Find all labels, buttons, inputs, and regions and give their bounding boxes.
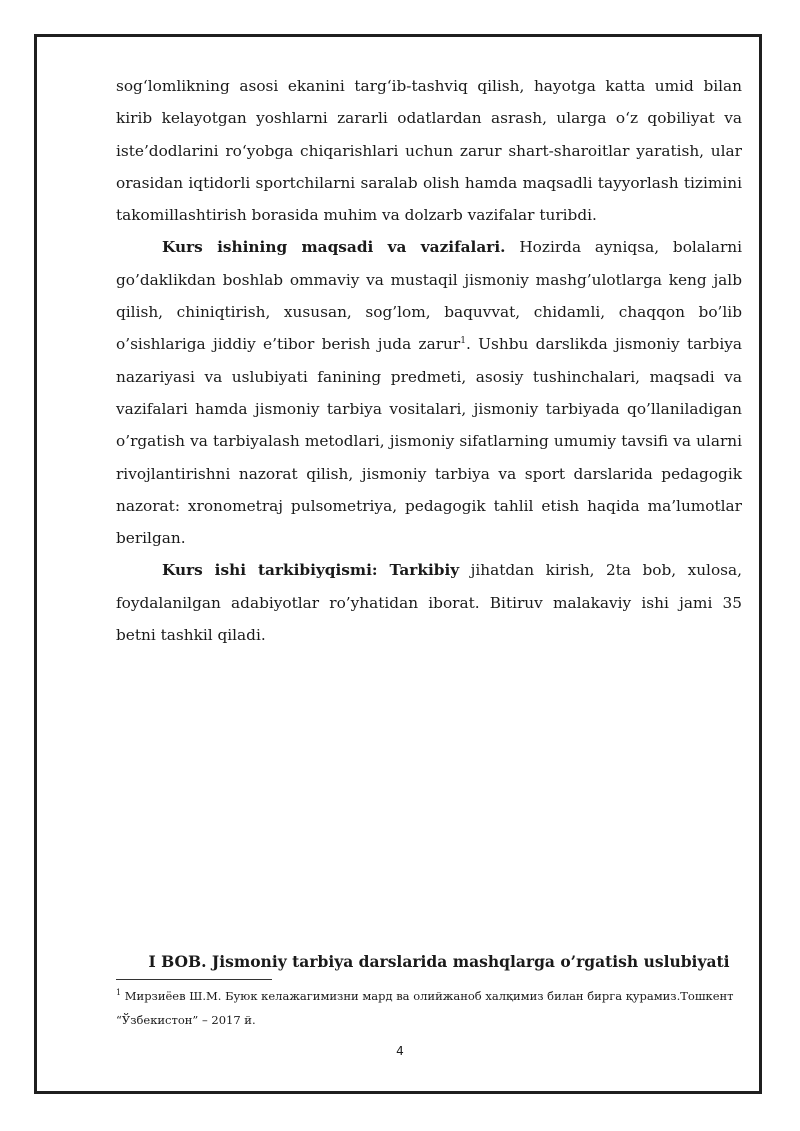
body-text [116, 70, 742, 651]
footnote-reference[interactable]: 1 [460, 336, 466, 347]
structure-text: jihatdan kirish, 2ta bob, xulosa, foydalanilgan adabiyotlar ro’yhatidan iborat. Bitiruv malakaviy ishi jami 35 betni tashkil qiladi. [116, 561, 742, 645]
footnote-line-1 [116, 984, 742, 1008]
footnote-divider [116, 979, 272, 980]
goals-text-a: Hozirda ayniqsa, bolalarni go’daklikdan boshlab ommaviy va mustaqil jismoniy mashg’ulotlarga keng jalb qilish, chiniqtirish, xususan, sog’lom, baquvvat, chidamli, chaqqon bo’lib o’sishlariga jiddiy e’tibor berish juda zarur [116, 238, 742, 354]
structure-heading: Kurs ishi tarkibiyqismi: Tarkibiy [162, 561, 460, 580]
page-number: 4 [396, 1044, 404, 1058]
paragraph-goals [116, 231, 742, 554]
footnote-citation: Мирзиёев Ш.М. Буюк келажагимизни мард ва олийжаноб халқимиз билан бирга қурамиз.Тошкент [121, 989, 734, 1003]
goals-heading: Kurs ishining maqsadi va vazifalari. [162, 238, 506, 257]
goals-text-b: . Ushbu darslikda jismoniy tarbiya nazariyasi va uslubiyati fanining predmeti, asosiy tushinchalari, maqsadi va vazifalari hamda jismoniy tarbiya vositalari, jismoniy tarbiyada qo’llaniladigan o’rgatish va tarbiyalash metodlari, jismoniy sifatlarning umumiy tavsifi va ularni rivojlantirishni nazorat qilish, jismoniy tarbiya va sport darslarida pedagogik nazorat: xronometraj pulsometriya, pedagogik tahlil etish haqida ma’lumotlar berilgan. [116, 335, 742, 548]
chapter-heading: I BOB. Jismoniy tarbiya darslarida mashqlarga o’rgatish uslubiyati [148, 952, 730, 971]
paragraph-structure [116, 554, 742, 651]
footnote-number: 1 [116, 988, 122, 998]
footnote [116, 984, 742, 1032]
paragraph-intro: sog‘lomlikning asosi ekanini targ‘ib-tashviq qilish, hayotga katta umid bilan kirib kelayotgan yoshlarni zararli odatlardan asrash, ularga o‘z qobiliyat va iste’dodlarini ro‘yobga chiqarishlari uchun zarur shart-sharoitlar yaratish, ular orasidan iqtidorli sportchilarni saralab olish hamda maqsadli tayyorlash tizimini takomillashtirish borasida muhim va dolzarb vazifalar turibdi. [116, 77, 742, 225]
footnote-line-2: “Ўзбекистон” – 2017 й. [116, 1013, 256, 1027]
